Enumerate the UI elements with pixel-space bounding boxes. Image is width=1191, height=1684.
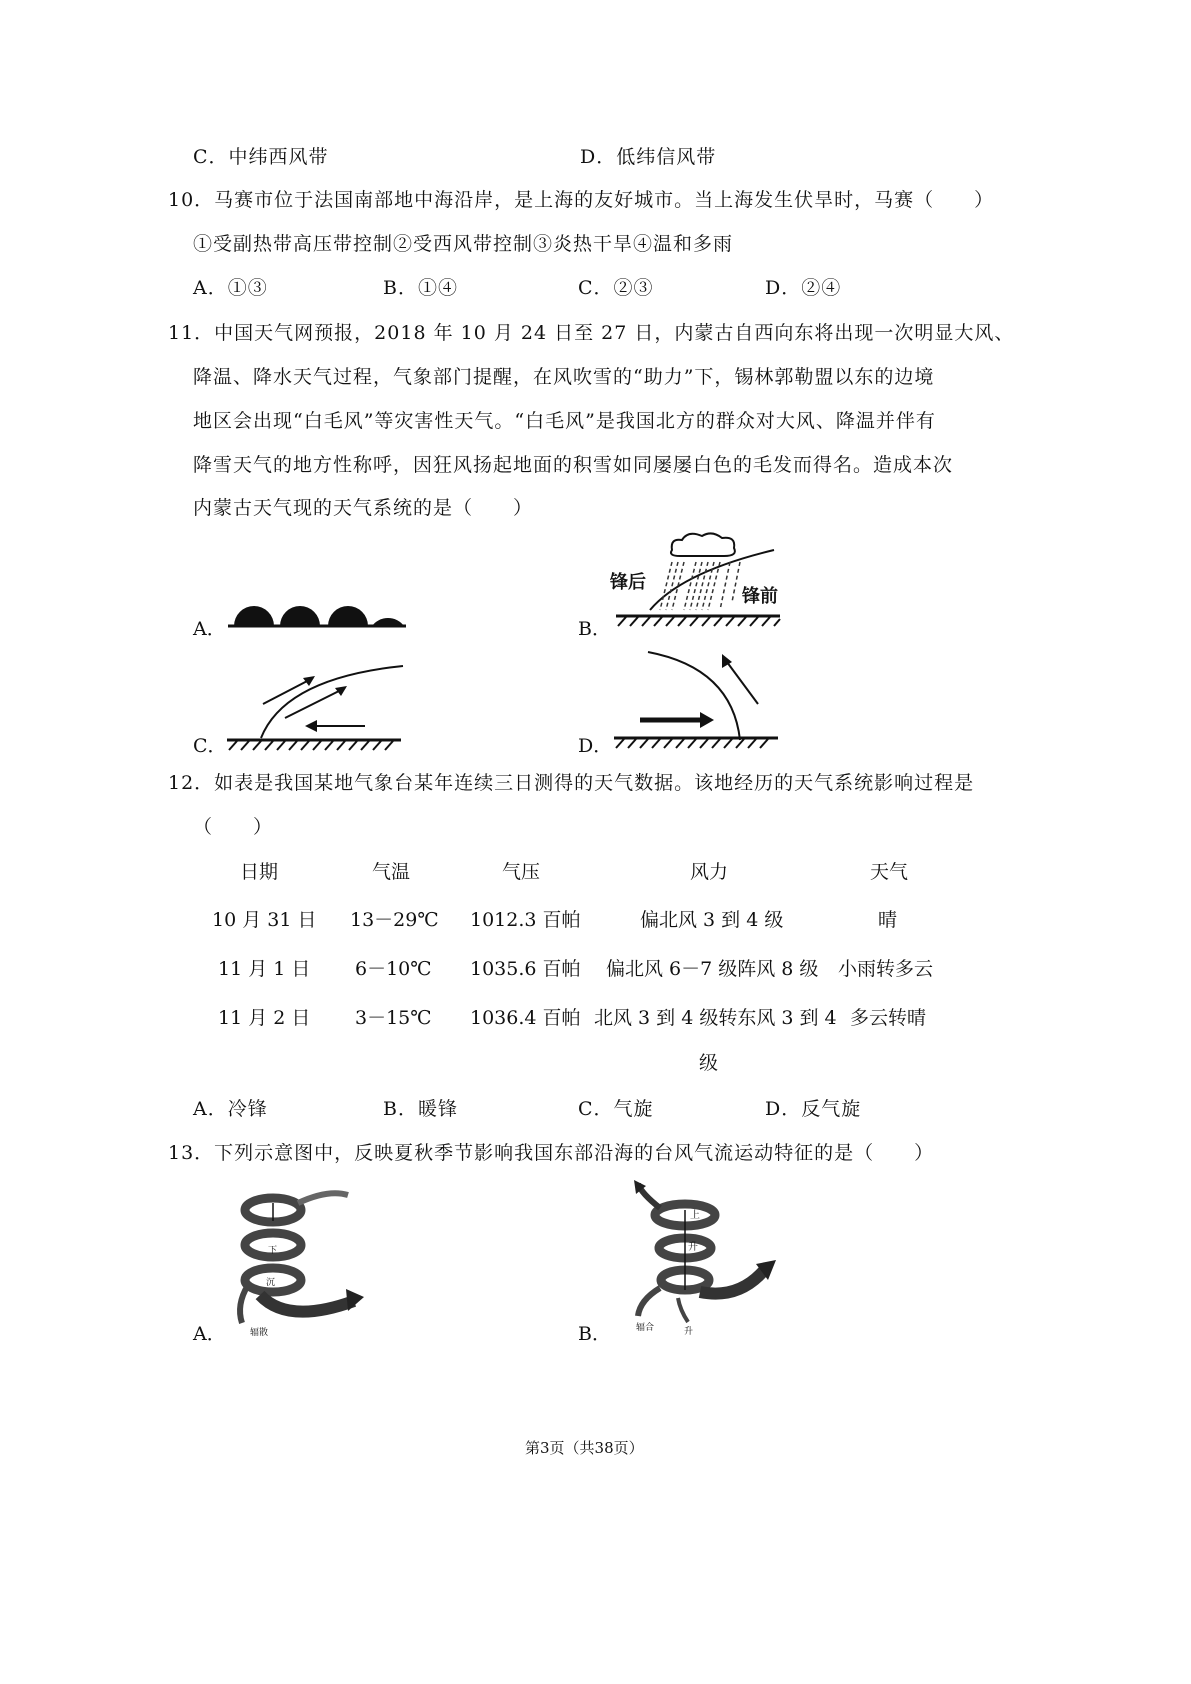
q10-option-a: A．①③ [193, 277, 268, 299]
table-header-pressure: 气压 [502, 861, 541, 883]
q11-figure-a [228, 596, 408, 632]
table-cell: 小雨转多云 [838, 958, 934, 980]
q10-items: ①受副热带高压带控制②受西风带控制③炎热干旱④温和多雨 [193, 233, 734, 255]
q12-option-d: D．反气旋 [765, 1098, 862, 1120]
page-footer: 第3页（共38页） [525, 1439, 644, 1457]
q12-option-c: C．气旋 [578, 1098, 654, 1120]
q11-line-4: 降雪天气的地方性称呼，因狂风扬起地面的积雪如同屡屡白色的毛发而得名。造成本次 [193, 454, 954, 476]
table-cell: 1036.4 百帕 [470, 1007, 581, 1029]
table-header-date: 日期 [240, 861, 279, 883]
table-cell: 6－10℃ [355, 958, 432, 980]
q13-figure-b [620, 1180, 780, 1345]
table-cell: 偏北风 3 到 4 级 [640, 909, 784, 931]
q10-option-b: B．①④ [383, 277, 458, 299]
table-cell: 11 月 2 日 [218, 1007, 311, 1029]
fig-a-sink: 沉 [266, 1278, 276, 1288]
q10-option-c: C．②③ [578, 277, 654, 299]
q11-label-c: C． [193, 735, 227, 757]
front-front-label: 锋前 [742, 586, 778, 607]
fig-b-rise2: 升 [684, 1327, 694, 1337]
table-header-wind: 风力 [690, 861, 729, 883]
table-cell: 1035.6 百帕 [470, 958, 581, 980]
table-cell-wrap: 级 [699, 1052, 719, 1074]
q10-stem: 10．马赛市位于法国南部地中海沿岸，是上海的友好城市。当上海发生伏旱时，马赛（ ） [168, 189, 995, 211]
q11-label-b: B． [578, 618, 611, 640]
q13-label-a: A． [193, 1323, 226, 1345]
front-behind-label: 锋后 [610, 572, 646, 593]
table-cell: 10 月 31 日 [212, 909, 317, 931]
q10-option-d: D．②④ [765, 277, 842, 299]
q12-option-b: B．暖锋 [383, 1098, 458, 1120]
fig-a-down: 下 [268, 1246, 278, 1256]
fig-b-converge: 辐合 [636, 1323, 655, 1333]
q12-paren: （ ） [193, 816, 274, 838]
table-cell: 1012.3 百帕 [470, 909, 581, 931]
q11-line-2: 降温、降水天气过程，气象部门提醒，在风吹雪的“助力”下，锡林郭勒盟以东的边境 [193, 366, 935, 388]
q11-label-d: D． [578, 735, 613, 757]
q11-label-a: A． [193, 618, 226, 640]
table-cell: 11 月 1 日 [218, 958, 311, 980]
q11-figure-b [612, 532, 792, 632]
table-header-temp: 气温 [372, 861, 411, 883]
q13-figure-a [228, 1185, 368, 1345]
table-header-weather: 天气 [870, 861, 909, 883]
q11-figure-d [612, 648, 782, 750]
table-cell: 3－15℃ [355, 1007, 432, 1029]
q9-option-c: C．中纬西风带 [193, 146, 329, 168]
q13-stem: 13．下列示意图中，反映夏秋季节影响我国东部沿海的台风气流运动特征的是（ ） [168, 1142, 935, 1164]
table-cell: 晴 [878, 909, 898, 931]
q12-option-a: A．冷锋 [193, 1098, 268, 1120]
fig-b-rise: 升 [688, 1242, 698, 1253]
table-cell: 13－29℃ [350, 909, 439, 931]
fig-b-up: 上 [690, 1210, 700, 1221]
q11-line-5: 内蒙古天气现的天气系统的是（ ） [193, 497, 534, 519]
table-cell: 北风 3 到 4 级转东风 3 到 4 [594, 1007, 837, 1029]
table-cell: 偏北风 6－7 级阵风 8 级 [606, 958, 819, 980]
q11-line-3: 地区会出现“白毛风”等灾害性天气。“白毛风”是我国北方的群众对大风、降温并伴有 [193, 410, 936, 432]
q11-figure-c [225, 660, 405, 752]
q11-line-1: 11．中国天气网预报，2018 年 10 月 24 日至 27 日，内蒙古自西向东将出现一次明显大风、 [168, 322, 1015, 344]
q9-option-d: D．低纬信风带 [580, 146, 717, 168]
q13-label-b: B． [578, 1323, 611, 1345]
q12-stem: 12．如表是我国某地气象台某年连续三日测得的天气数据。该地经历的天气系统影响过程是 [168, 772, 975, 794]
fig-a-diverge: 辐散 [250, 1328, 269, 1338]
table-cell: 多云转晴 [850, 1007, 927, 1029]
